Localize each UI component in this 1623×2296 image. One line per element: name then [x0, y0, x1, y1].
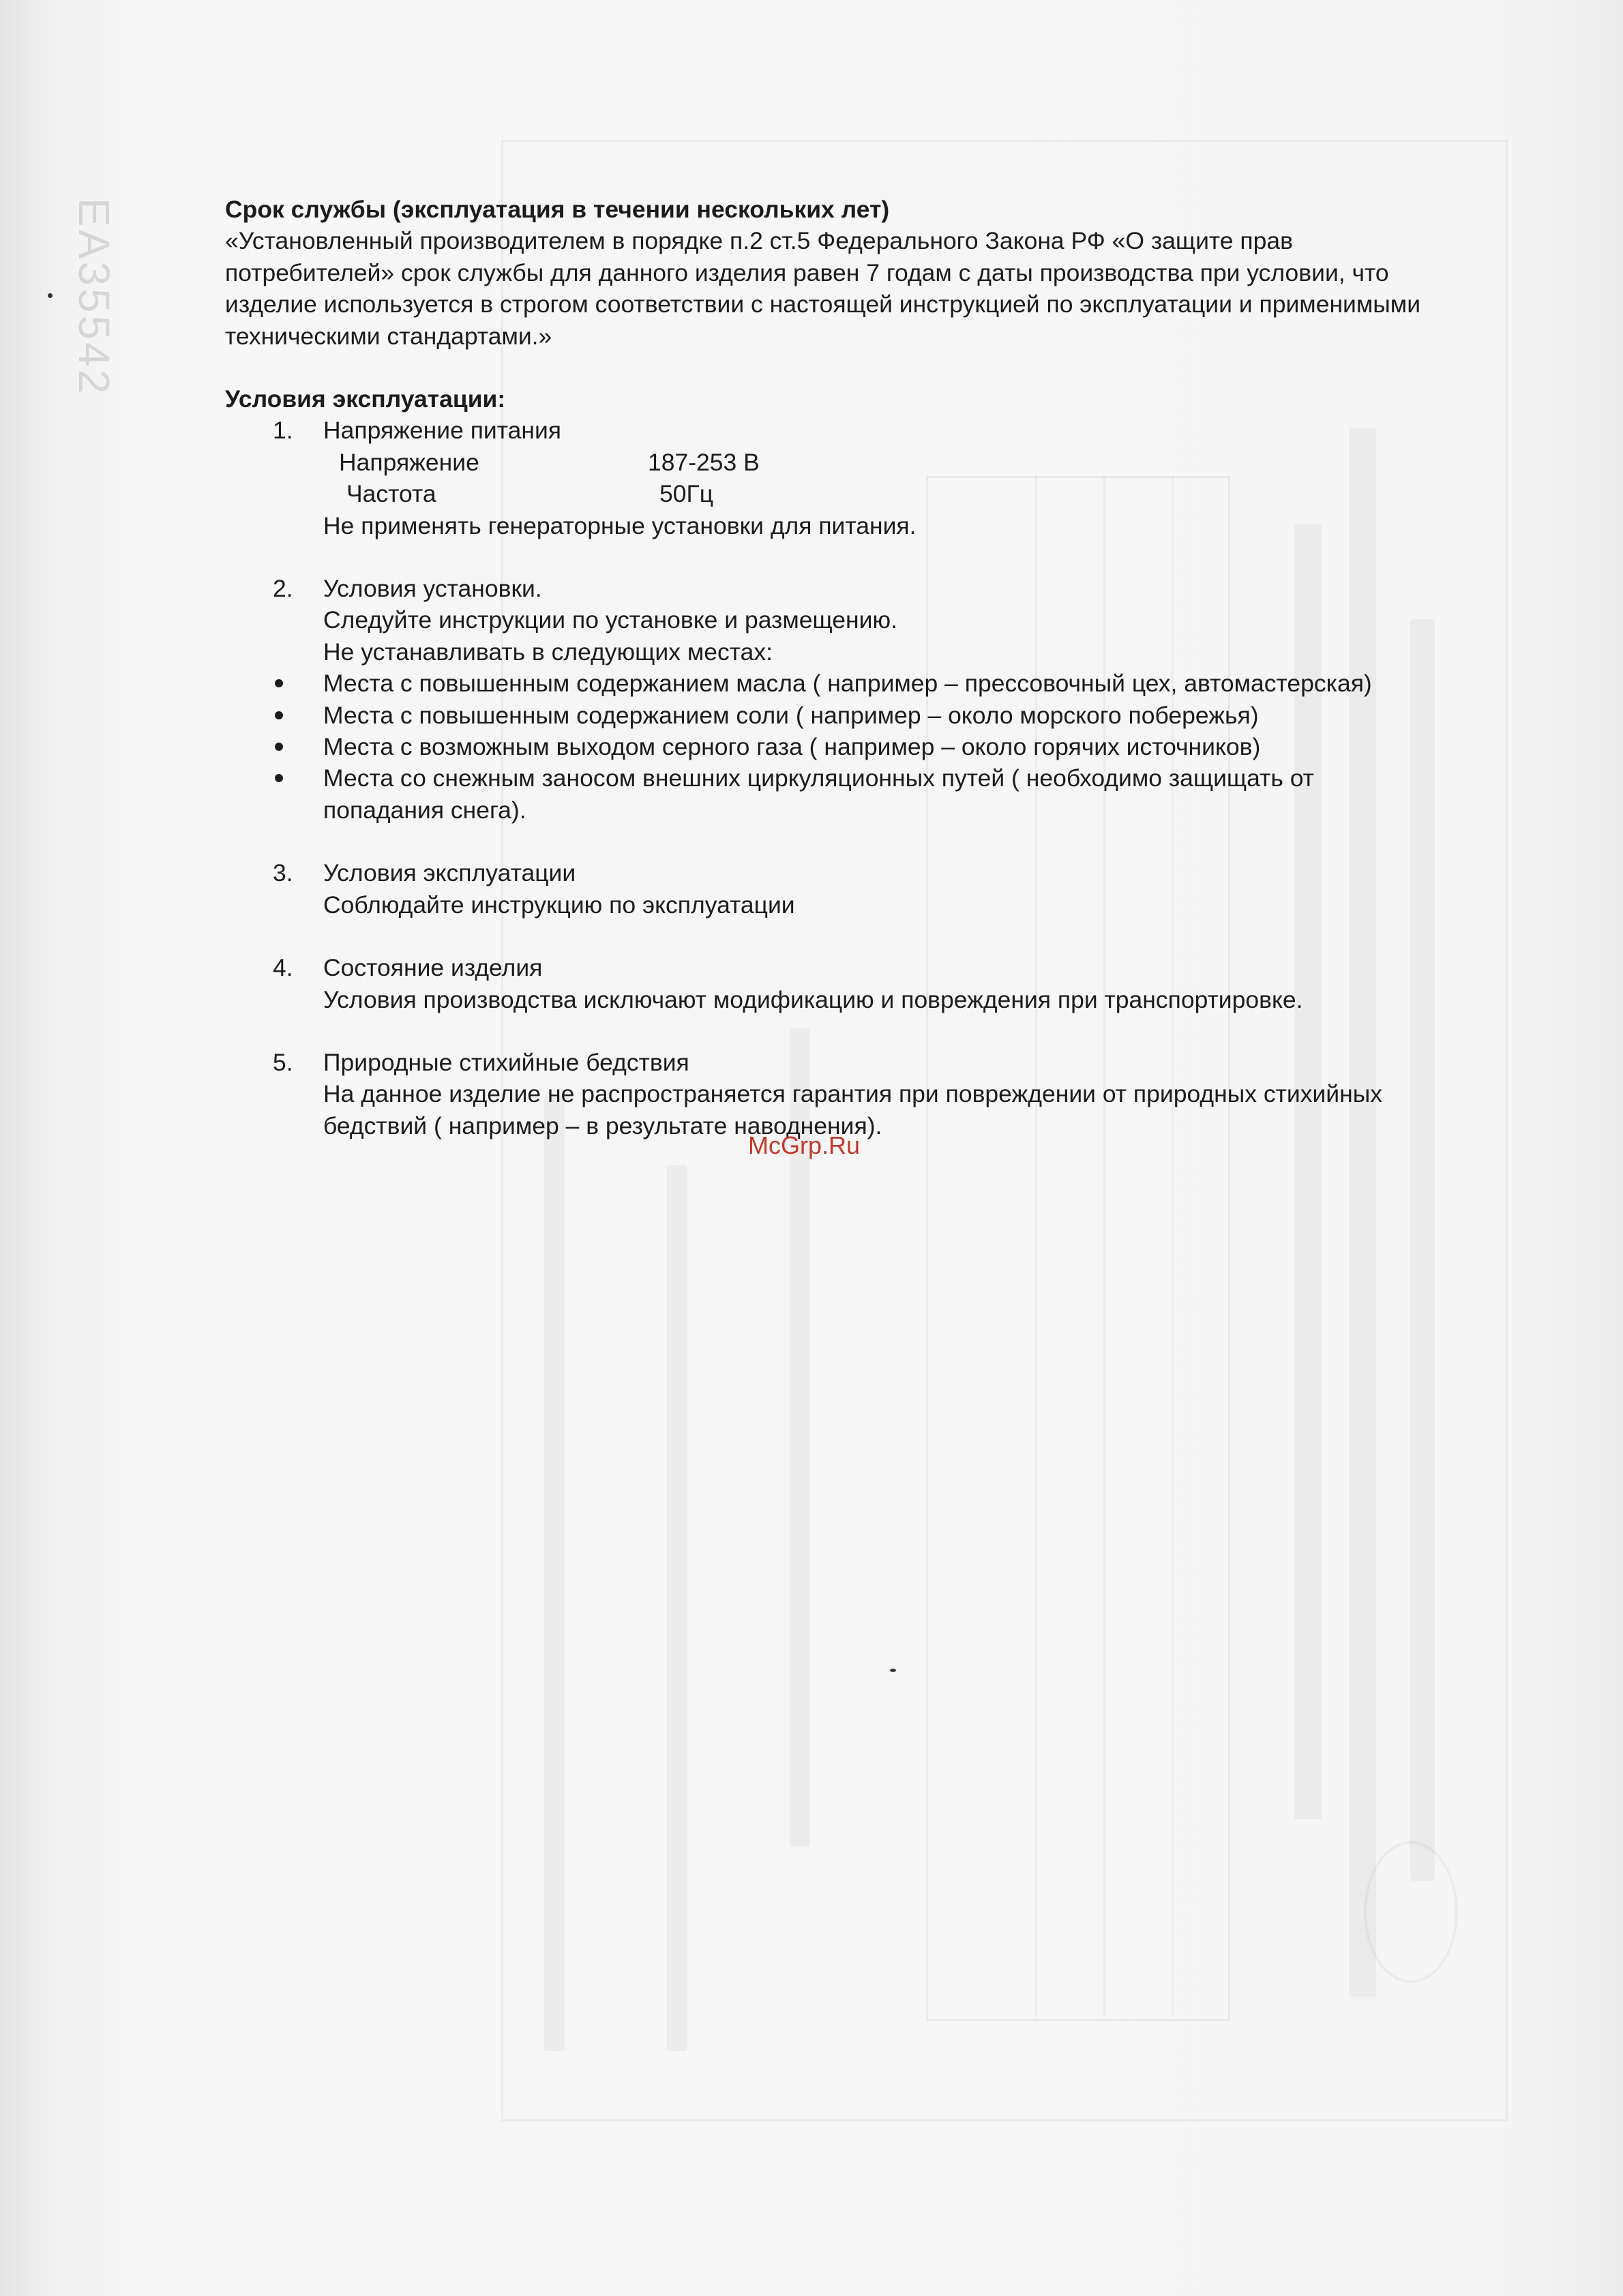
item-number: 3.	[273, 859, 293, 887]
item-title: Напряжение питания	[323, 417, 562, 445]
item-title: Состояние изделия	[323, 954, 543, 982]
item-title: Условия установки.	[323, 575, 542, 603]
bullet-item	[225, 731, 1589, 762]
frequency-row	[323, 478, 1589, 509]
bullet-item	[225, 762, 1589, 826]
service-life-heading: Срок службы (эксплуатация в течении нескольких лет)	[225, 196, 890, 223]
service-life-text	[225, 225, 1589, 352]
voltage-row	[323, 447, 1589, 478]
item-number: 1.	[273, 417, 293, 445]
condition-item-1	[225, 415, 1589, 541]
item-title: Условия эксплуатации	[323, 859, 576, 887]
bullet-text-continued: попадания снега).	[323, 796, 526, 824]
condition-item-2	[225, 573, 1589, 668]
service-text-line: «Установленный производителем в порядке п.2 ст.5 Федерального Закона РФ «О защите прав	[225, 227, 1293, 255]
item-number: 5.	[273, 1048, 293, 1076]
scan-speck	[48, 293, 53, 298]
document-body	[225, 194, 1589, 1142]
bullet-dot-icon	[275, 774, 283, 782]
bullet-text: Места с повышенным содержанием масла ( например – прессовочный цех, автомастерская)	[323, 670, 1372, 698]
bleed-text-line	[667, 1165, 687, 2051]
item-title: Природные стихийные бедствия	[323, 1048, 689, 1076]
item-line: На данное изделие не распространяется гарантия при повреждении от природных стихийных	[323, 1080, 1383, 1108]
condition-item-5	[225, 1047, 1589, 1142]
item-number: 2.	[273, 575, 293, 603]
condition-item-3	[225, 857, 1589, 921]
service-text-line: потребителей» срок службы для данного изделия равен 7 годам с даты производства при условии, что	[225, 258, 1389, 286]
item-line: Соблюдайте инструкцию по эксплуатации	[323, 891, 795, 919]
bullet-text: Места со снежным заносом внешних циркуляционных путей ( необходимо защищать от	[323, 764, 1314, 792]
bullet-text: Места с повышенным содержанием соли ( например – около морского побережья)	[323, 701, 1259, 729]
frequency-label: Частота	[346, 480, 436, 508]
bullet-dot-icon	[275, 743, 283, 751]
item-line: бедствий ( например – в результате наводнения).	[323, 1112, 882, 1139]
item-number: 4.	[273, 954, 293, 982]
bullet-dot-icon	[275, 711, 283, 719]
service-text-line: техническими стандартами.»	[225, 322, 552, 350]
voltage-value: 187-253 В	[648, 448, 760, 476]
service-text-line: изделие используется в строгом соответствии с настоящей инструкцией по эксплуатации и применимыми	[225, 290, 1421, 318]
conditions-heading: Условия эксплуатации:	[225, 385, 506, 413]
item-note: Не применять генераторные установки для питания.	[323, 511, 917, 539]
bullet-dot-icon	[275, 679, 283, 687]
scan-speck	[890, 1669, 896, 1672]
item-line: Следуйте инструкции по установке и размещению.	[323, 606, 897, 634]
condition-item-4	[225, 952, 1589, 1015]
voltage-label: Напряжение	[339, 448, 479, 476]
item-line: Не устанавливать в следующих местах:	[323, 638, 773, 666]
item-line: Условия производства исключают модификацию и повреждения при транспортировке.	[323, 985, 1303, 1013]
frequency-value: 50Гц	[659, 480, 714, 508]
bullet-item	[225, 700, 1589, 731]
bleed-stamp	[1364, 1841, 1458, 1983]
side-code: EA35542	[70, 198, 119, 397]
bullet-text: Места с возможным выходом серного газа ( например – около горячих источников)	[323, 733, 1261, 761]
bleed-text-line	[544, 1097, 565, 2051]
site-watermark: McGrp.Ru	[748, 1131, 861, 1159]
bullet-item	[225, 668, 1589, 699]
